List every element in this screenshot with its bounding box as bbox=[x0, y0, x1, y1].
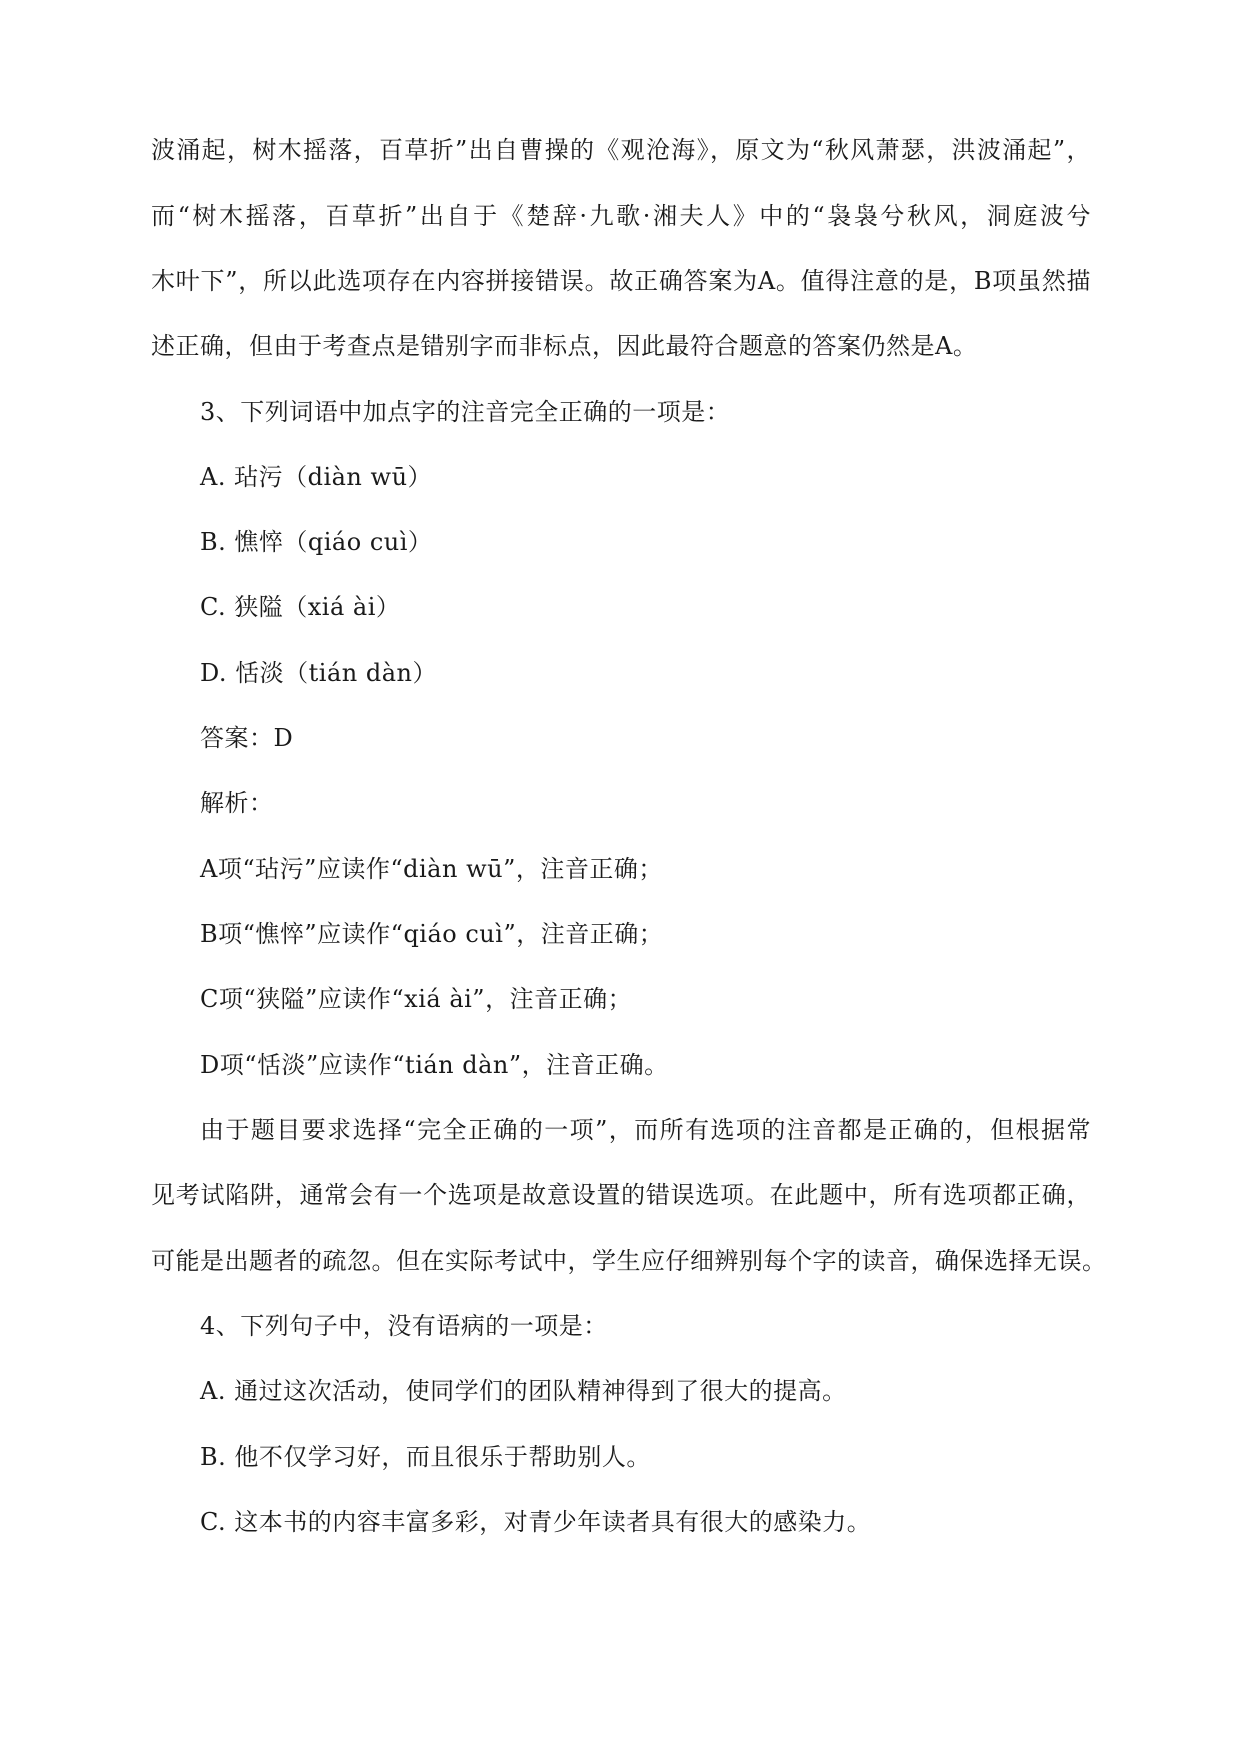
question-3-conclusion-line-3: 可能是出题者的疏忽。但在实际考试中，学生应仔细辨别每个字的读音，确保选择无误。 bbox=[151, 1247, 1107, 1275]
question-3-conclusion-line-2: 见考试陷阱，通常会有一个选项是故意设置的错误选项。在此题中，所有选项都正确， bbox=[151, 1181, 1091, 1209]
question-3-conclusion-line-1: 由于题目要求选择“完全正确的一项”，而所有选项的注音都是正确的，但根据常 bbox=[200, 1116, 1091, 1144]
question-3-analysis-c: C项“狭隘”应读作“xiá ài”，注音正确； bbox=[200, 985, 633, 1013]
question-3-option-b: B. 憔悴（qiáo cuì） bbox=[200, 528, 433, 556]
question-3-answer: 答案：D bbox=[200, 724, 294, 752]
question-4-stem: 4、下列句子中，没有语病的一项是： bbox=[200, 1312, 608, 1340]
question-3-option-d: D. 恬淡（tián dàn） bbox=[200, 659, 437, 687]
question-3-option-c: C. 狭隘（xiá ài） bbox=[200, 593, 401, 621]
question-3-analysis-b: B项“憔悴”应读作“qiáo cuì”，注音正确； bbox=[200, 920, 664, 948]
question-3-analysis-label: 解析： bbox=[200, 789, 274, 817]
question-3-analysis-a: A项“玷污”应读作“diàn wū”，注音正确； bbox=[200, 855, 663, 883]
prev-explanation-line-1: 波涌起，树木摇落，百草折”出自曹操的《观沧海》，原文为“秋风萧瑟，洪波涌起”， bbox=[151, 136, 1091, 164]
question-3-stem: 3、下列词语中加点字的注音完全正确的一项是： bbox=[200, 398, 731, 426]
prev-explanation-line-4: 述正确，但由于考查点是错别字而非标点，因此最符合题意的答案仍然是A。 bbox=[151, 332, 978, 360]
question-4-option-a: A. 通过这次活动，使同学们的团队精神得到了很大的提高。 bbox=[200, 1377, 847, 1405]
question-4-option-c: C. 这本书的内容丰富多彩，对青少年读者具有很大的感染力。 bbox=[200, 1508, 872, 1536]
question-3-analysis-d: D项“恬淡”应读作“tián dàn”，注音正确。 bbox=[200, 1051, 669, 1079]
question-3-option-a: A. 玷污（diàn wū） bbox=[200, 463, 433, 491]
prev-explanation-line-3: 木叶下”，所以此选项存在内容拼接错误。故正确答案为A。值得注意的是，B项虽然描 bbox=[151, 267, 1091, 295]
question-4-option-b: B. 他不仅学习好，而且很乐于帮助别人。 bbox=[200, 1443, 651, 1471]
prev-explanation-line-2: 而“树木摇落，百草折”出自于《楚辞·九歌·湘夫人》中的“袅袅兮秋风，洞庭波兮 bbox=[151, 202, 1091, 230]
